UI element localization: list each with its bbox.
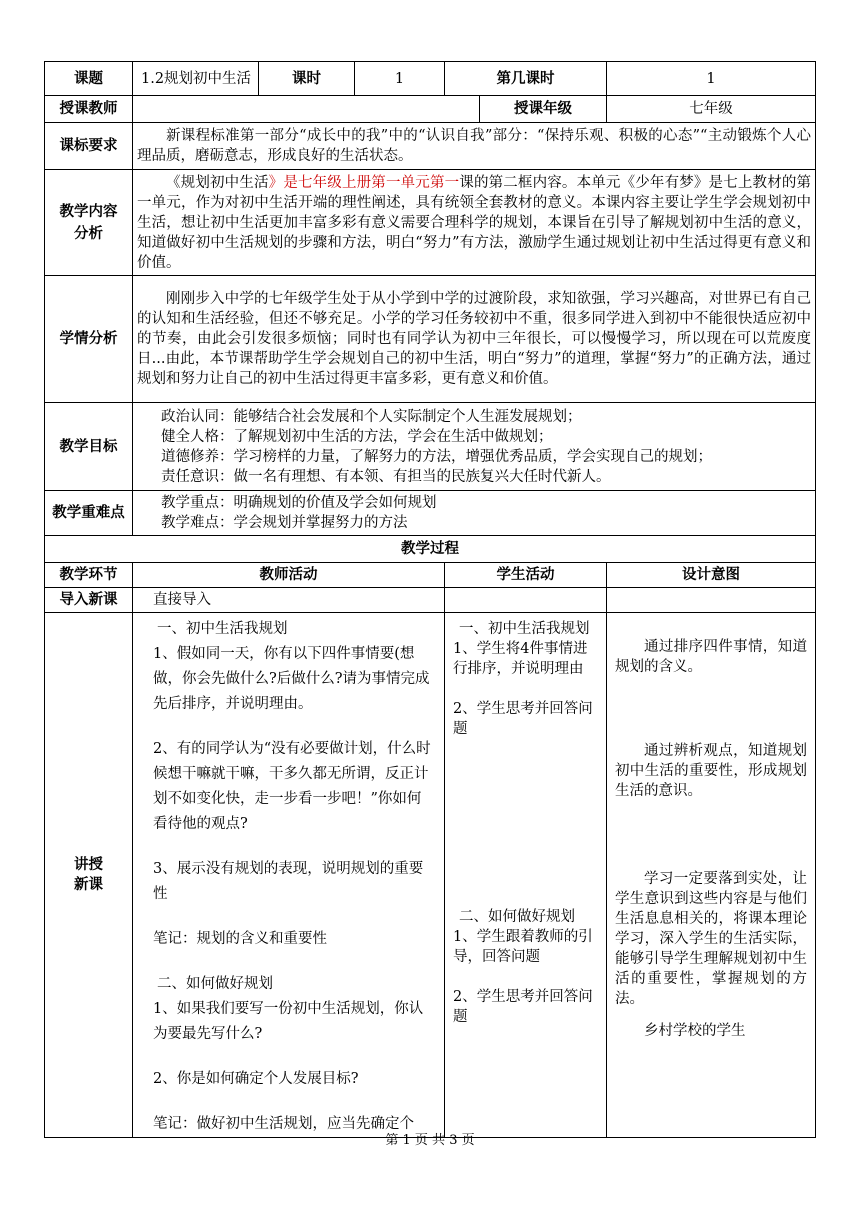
process-header-design: 设计意图 [607,563,816,588]
teacher-activity: 3、展示没有规划的表现，说明规划的重要性 [153,861,424,902]
goal-item: 政治认同：能够结合社会发展和个人实际制定个人生涯发展规划； [161,408,582,425]
student-analysis-text: 刚刚步入中学的七年级学生处于从小学到中学的过渡阶段，求知欲强，学习兴趣高，对世界已有自己的认知和生活经验，但还不够充足。小学的学习任务较初中不重，很多同学进入到初中不能很快适应初中的节奏，由此会引发很多烦恼；同时也有同学认为初中三年很长，可以慢慢学习，所以现在可以荒废度日...由此，本节课帮助学生学会规划自己的初中生活，明白“努力”的道理，掌握“努力”的正确方法，通过规划和努力让自己的初中生活过得更丰富多彩，更有意义和价值。 [137,291,812,387]
teacher-activity: 笔记：规划的含义和重要性 [153,931,327,947]
student-activity: 二、如何做好规划 [459,909,575,925]
key-point-item: 教学难点：学会规划并掌握努力的方法 [161,515,408,531]
content-analysis-text-rest: 课的第二框内容。本单元《少年有梦》是七上教材的第一单元，作为对初中生活开端的理性阐述，具有统领全套教材的意义。本课内容主要让学生学会规划初中生活，想让初中生活更加丰富多彩有意义需要合理科学的规划，本课旨在引导了解规划初中生活的意义，知道做好初中生活规划的步骤和方法，明白“努力”有方法，激励学生通过规划让初中生活过得更有意义和价值。 [137,174,812,271]
student-activity: 2、学生思考并回答问题 [453,701,593,737]
content-analysis-text [137,173,811,273]
student-analysis-label: 学情分析 [45,276,133,403]
goal-item: 责任意识：做一名有理想、有本领、有担当的民族复兴大任时代新人。 [161,468,611,485]
lecture-row [45,613,816,1138]
process-header-row [45,563,816,588]
lesson-no-label: 第几课时 [445,62,607,96]
process-header-stage: 教学环节 [45,563,133,588]
intro-student [445,588,607,613]
student-activity: 一、初中生活我规划 [459,621,590,637]
key-points-row [45,491,816,536]
intro-row [45,588,816,613]
design-intent: 学习一定要落到实处，让学生意识到这些内容是与他们生活息息相关的，将课本理论学习，深入学生的生活实际，能够引导学生理解规划初中生活的重要性，掌握规划的方法。 [615,871,808,1007]
intro-stage: 导入新课 [45,588,133,613]
process-title-row [45,536,816,563]
goal-item: 道德修养：学习榜样的力量，了解努力的方法，增强优秀品质，学会实现自己的规划； [161,448,712,465]
teacher-activity: 1、假如同一天，你有以下四件事情要(想做，你会先做什么?后做什么?请为事情完成先后排序，并说明理由。 [153,646,430,712]
page-footer: 第 1 页 共 3 页 [385,1133,475,1148]
grade-value: 七年级 [607,96,816,123]
topic-label: 课题 [45,62,133,96]
header-row-topic [45,62,816,96]
goals-row [45,403,816,491]
process-header-student: 学生活动 [445,563,607,588]
topic-value: 1.2规划初中生活 [133,62,259,96]
design-intent: 乡村学校的学生 [644,1023,746,1039]
teacher-activity: 二、如何做好规划 [157,976,273,992]
teacher-activity: 2、你是如何确定个人发展目标? [153,1071,359,1087]
teacher-label: 授课教师 [45,96,133,123]
key-point-item: 教学重点：明确规划的价值及学会如何规划 [161,495,437,511]
standard-text: 新课程标准第一部分“成长中的我”中的“认识自我”部分：“保持乐观、积极的心态”“主动锻炼个人心理品质，磨砺意志，形成良好的生活状态。 [137,128,812,164]
student-activity: 2、学生思考并回答问题 [453,989,593,1025]
student-activity: 1、学生跟着教师的引导，回答问题 [453,929,593,965]
content-analysis-label [45,170,133,276]
lecture-stage-line1: 讲授 [74,857,103,873]
lecture-stage-line2: 新课 [74,877,103,893]
standard-label: 课标要求 [45,123,133,170]
content-analysis-text-red: 》是七年级上册第一单元第一 [268,174,460,191]
lecture-design-cell [607,613,816,1138]
lecture-student-cell [445,613,607,1138]
design-intent: 通过排序四件事情，知道规划的含义。 [615,639,808,675]
lecture-stage [45,613,133,1138]
process-header-teacher: 教师活动 [133,563,445,588]
intro-teacher: 直接导入 [133,588,445,613]
standard-row [45,123,816,170]
design-intent: 通过辨析观点，知道规划初中生活的重要性，形成规划生活的意识。 [615,743,808,799]
process-title: 教学过程 [45,536,816,563]
period-value: 1 [355,62,445,96]
period-label: 课时 [259,62,355,96]
teacher-activity: 2、有的同学认为“没有必要做计划，什么时候想干嘛就干嘛，干多久都无所谓，反正计划不如变化快，走一步看一步吧！”你如何看待他的观点? [153,741,431,832]
teacher-value [133,96,480,123]
teacher-activity: 一、初中生活我规划 [157,621,288,637]
key-points-label: 教学重难点 [45,491,133,536]
content-analysis-text-prefix: 《规划初中生活 [166,174,269,191]
student-activity: 1、学生将4件事情进行排序，并说明理由 [453,641,588,677]
content-analysis-label-text: 教学内容分析 [59,203,118,242]
goals-label: 教学目标 [45,403,133,491]
teacher-activity: 笔记：做好初中生活规划，应当先确定个 [153,1116,414,1132]
teacher-activity: 1、如果我们要写一份初中生活规划，你认为要最先写什么? [153,1001,424,1042]
lecture-teacher-cell [133,613,445,1138]
goal-item: 健全人格：了解规划初中生活的方法，学会在生活中做规划； [161,428,553,445]
lesson-plan-table [44,61,816,1138]
grade-label: 授课年级 [480,96,607,123]
lesson-no-value: 1 [607,62,816,96]
content-analysis-row [45,170,816,276]
header-row-teacher [45,96,816,123]
intro-design [607,588,816,613]
student-analysis-row [45,276,816,403]
